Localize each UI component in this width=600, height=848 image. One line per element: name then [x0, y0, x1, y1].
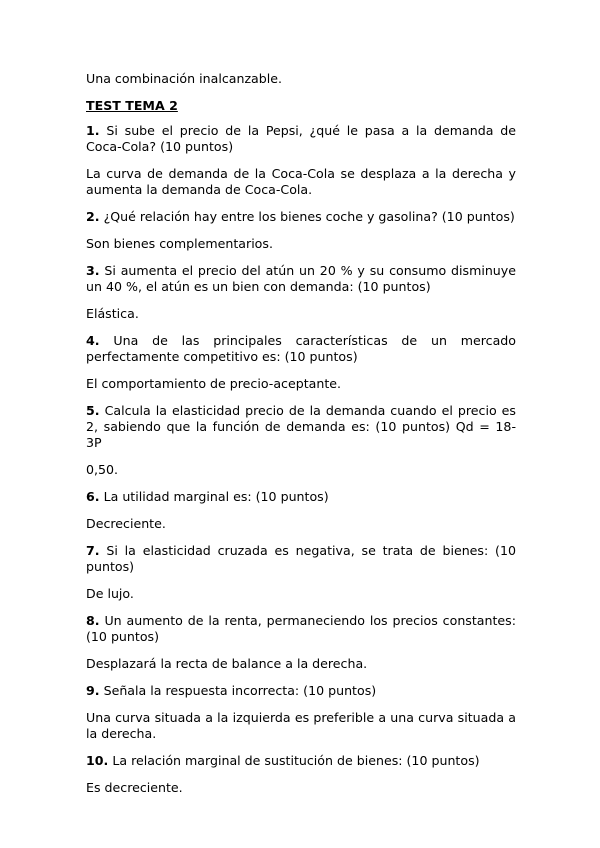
- question-3: [86, 263, 516, 295]
- question-4: [86, 333, 516, 365]
- question-number: 4.: [86, 333, 100, 348]
- question-text: Si sube el precio de la Pepsi, ¿qué le pasa a la demanda de Coca-Cola? (10 puntos): [86, 123, 516, 154]
- question-number: 1.: [86, 123, 100, 138]
- question-text: Señala la respuesta incorrecta: (10 puntos): [103, 683, 377, 698]
- question-7: [86, 543, 516, 575]
- question-9: [86, 683, 516, 699]
- answer-10: Es decreciente.: [86, 780, 183, 795]
- question-text: Si la elasticidad cruzada es negativa, se trata de bienes: (10 puntos): [86, 543, 516, 574]
- question-number: 8.: [86, 613, 100, 628]
- intro-answer: Una combinación inalcanzable.: [86, 71, 283, 86]
- question-number: 3.: [86, 263, 100, 278]
- question-number: 6.: [86, 489, 100, 504]
- answer-4: El comportamiento de precio-aceptante.: [86, 376, 342, 391]
- answer-7: De lujo.: [86, 586, 134, 601]
- answer-3: Elástica.: [86, 306, 139, 321]
- question-number: 5.: [86, 403, 100, 418]
- question-text: Un aumento de la renta, permaneciendo los precios constantes: (10 puntos): [86, 613, 516, 644]
- answer-9: Una curva situada a la izquierda es preferible a una curva situada a la derecha.: [86, 710, 516, 741]
- question-text: ¿Qué relación hay entre los bienes coche y gasolina? (10 puntos): [103, 209, 515, 224]
- question-text: La utilidad marginal es: (10 puntos): [103, 489, 329, 504]
- document-page: [86, 71, 516, 807]
- question-list: [86, 123, 516, 796]
- question-2: [86, 209, 516, 225]
- question-text: Si aumenta el precio del atún un 20 % y su consumo disminuye un 40 %, el atún es un bien con demanda: (10 puntos): [86, 263, 516, 294]
- question-text: Calcula la elasticidad precio de la demanda cuando el precio es 2, sabiendo que la función de demanda es: (10 puntos) Qd = 18- 3P: [86, 403, 516, 450]
- question-10: [86, 753, 516, 769]
- question-6: [86, 489, 516, 505]
- question-number: 10.: [86, 753, 109, 768]
- question-number: 2.: [86, 209, 100, 224]
- answer-1: La curva de demanda de la Coca-Cola se desplaza a la derecha y aumenta la demanda de Coca-Cola.: [86, 166, 516, 197]
- section-heading: TEST TEMA 2: [86, 98, 178, 113]
- question-8: [86, 613, 516, 645]
- question-number: 7.: [86, 543, 100, 558]
- answer-8: Desplazará la recta de balance a la derecha.: [86, 656, 368, 671]
- question-number: 9.: [86, 683, 100, 698]
- answer-6: Decreciente.: [86, 516, 166, 531]
- question-1: [86, 123, 516, 155]
- question-5: [86, 403, 516, 451]
- answer-2: Son bienes complementarios.: [86, 236, 273, 251]
- question-text: La relación marginal de sustitución de bienes: (10 puntos): [112, 753, 480, 768]
- question-text: Una de las principales características de un mercado perfectamente competitivo es: (10 puntos): [86, 333, 516, 364]
- answer-5: 0,50.: [86, 462, 119, 477]
